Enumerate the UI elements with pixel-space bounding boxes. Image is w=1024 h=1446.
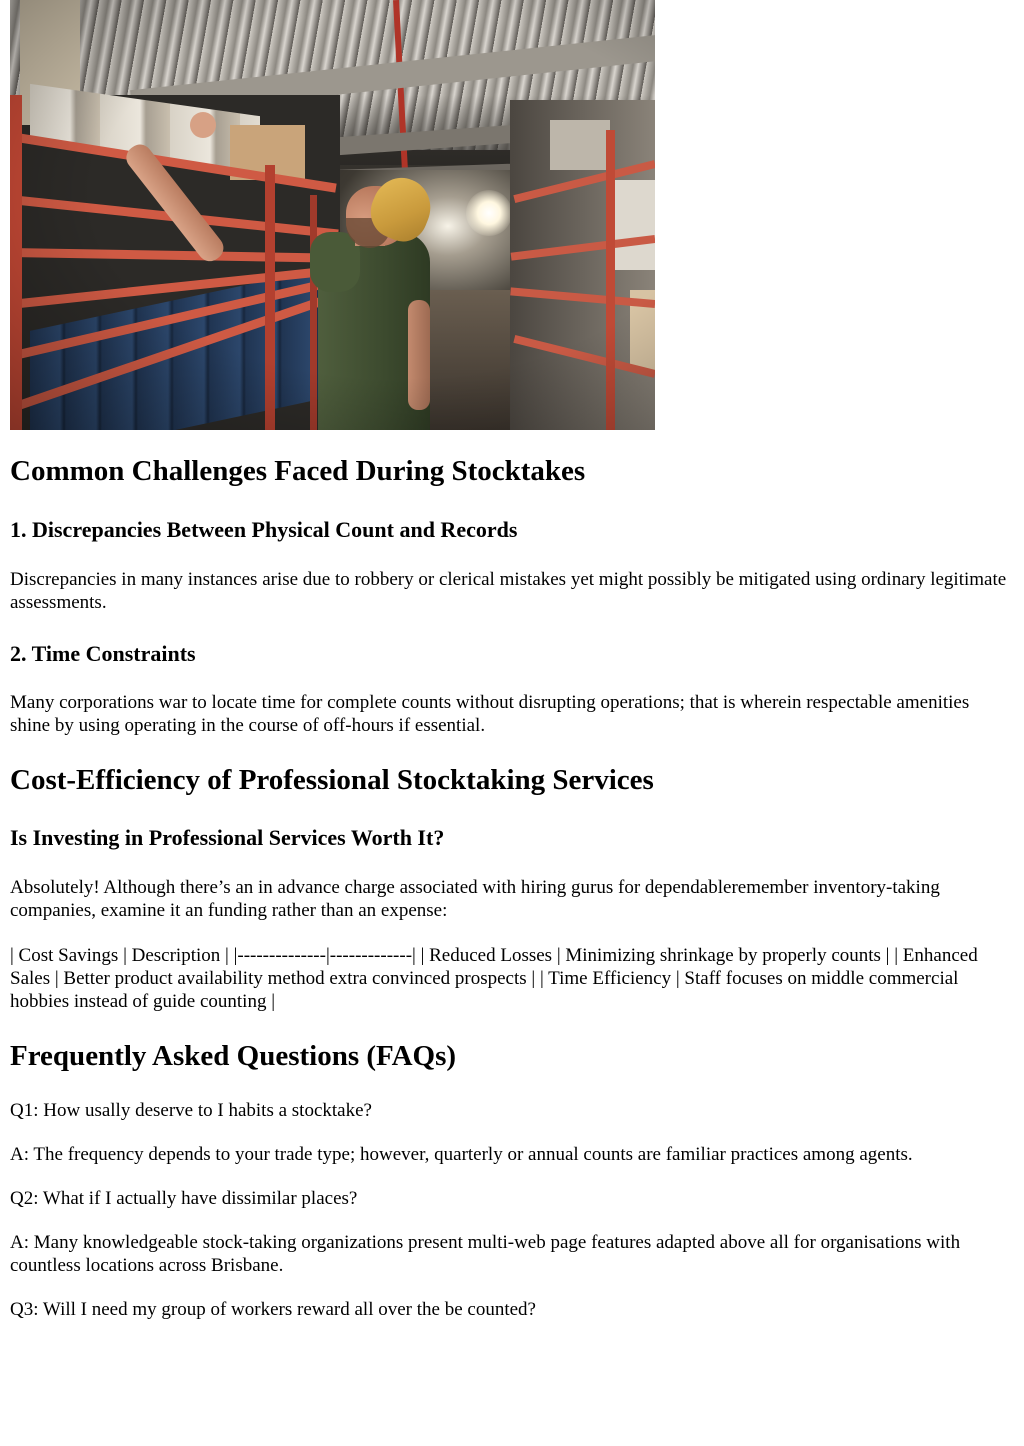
faq-answer-1: A: The frequency depends to your trade type; however, quarterly or annual counts are familiar practices among agents. — [10, 1144, 913, 1165]
section-heading-cost-efficiency: Cost-Efficiency of Professional Stocktaking Services — [10, 764, 654, 796]
faq-answer-2: A: Many knowledgeable stock-taking organizations present multi-web page features adapted above all for organisations with countless locations across Brisbane. — [10, 1232, 961, 1276]
faq-question-1: Q1: How usally deserve to I habits a stocktake? — [10, 1100, 372, 1121]
paragraph-time-constraints: Many corporations war to locate time for complete counts without disrupting operations; that is wherein respectable amenities shine by using operating in the course of off-hours if essential. — [10, 692, 970, 736]
subheading-time-constraints: 2. Time Constraints — [10, 641, 196, 666]
paragraph-cost-intro: Absolutely! Although there’s an in advance charge associated with hiring gurus for dependableremember inventory-taking companies, examine it an funding rather than an expense: — [10, 877, 940, 921]
faq-question-3: Q3: Will I need my group of workers reward all over the be counted? — [10, 1299, 536, 1320]
paragraph-cost-table-text: | Cost Savings | Description | |--------------|-------------| | Reduced Losses | Minimizing shrinkage by properly counts | | Enhanced Sales | Better product availability method extra convinced prospects | | Time Efficiency | Staff focuses on middle commercial hobbies instead of guide counting | — [10, 945, 978, 1012]
section-heading-challenges: Common Challenges Faced During Stocktakes — [10, 455, 586, 487]
faq-question-2: Q2: What if I actually have dissimilar places? — [10, 1188, 358, 1209]
paragraph-discrepancies: Discrepancies in many instances arise due to robbery or clerical mistakes yet might possibly be mitigated using ordinary legitimate assessments. — [10, 569, 1007, 613]
subheading-discrepancies: 1. Discrepancies Between Physical Count and Records — [10, 517, 518, 542]
hero-photo — [10, 0, 655, 430]
subheading-worth-it: Is Investing in Professional Services Worth It? — [10, 825, 445, 850]
article — [10, 0, 1010, 1320]
section-heading-faq: Frequently Asked Questions (FAQs) — [10, 1040, 457, 1072]
